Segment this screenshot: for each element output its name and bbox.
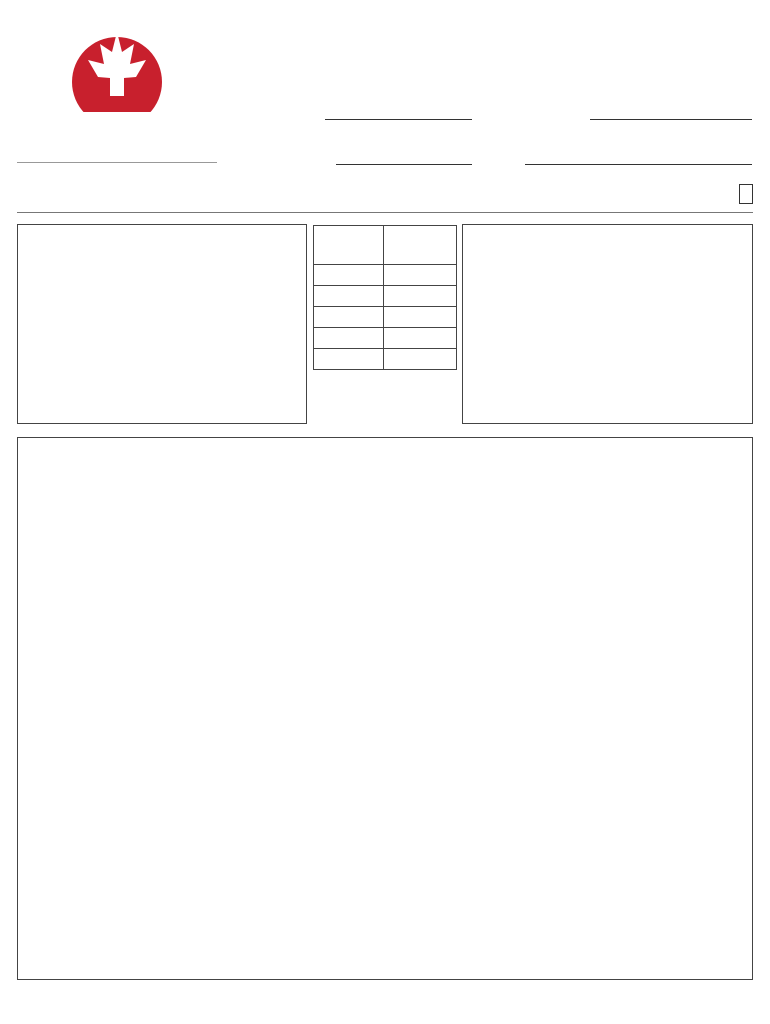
col-call-name bbox=[319, 462, 411, 477]
jump-table-row bbox=[314, 286, 457, 307]
col-measurement-fr bbox=[656, 530, 726, 545]
jump-table-row bbox=[314, 328, 457, 349]
col-birth-date-fr bbox=[411, 518, 489, 533]
no-dogs-measured-checkbox[interactable] bbox=[739, 184, 753, 204]
col-judge bbox=[517, 462, 656, 477]
aac-logo bbox=[70, 22, 165, 157]
submitted-by-field[interactable] bbox=[590, 119, 752, 120]
col-call-name-fr bbox=[319, 530, 411, 545]
jump-table-row bbox=[314, 349, 457, 370]
col-birth-date bbox=[411, 462, 489, 477]
trial-date-field[interactable] bbox=[336, 164, 472, 165]
logo-divider bbox=[17, 162, 217, 163]
jump-table-header-measurement bbox=[314, 226, 384, 265]
jump-table-row bbox=[314, 307, 457, 328]
signature-field[interactable] bbox=[525, 164, 752, 165]
col-measurement bbox=[656, 462, 726, 477]
col-owner-fr bbox=[96, 530, 236, 545]
club-name-field[interactable] bbox=[325, 119, 472, 120]
info-box-en bbox=[17, 224, 307, 424]
col-dog-id-fr bbox=[263, 518, 319, 533]
col-judge-fr bbox=[517, 530, 656, 545]
col-owner bbox=[96, 462, 236, 477]
jump-table-header-jump bbox=[384, 226, 457, 265]
section-divider bbox=[17, 212, 753, 213]
col-measurement-date-fr bbox=[18, 518, 96, 533]
measurement-grid bbox=[17, 437, 753, 980]
info-box-fr bbox=[462, 224, 753, 424]
jump-height-table bbox=[313, 225, 457, 370]
jump-table-row bbox=[314, 265, 457, 286]
col-dog-id bbox=[263, 462, 319, 477]
col-measurement-date bbox=[18, 452, 96, 467]
